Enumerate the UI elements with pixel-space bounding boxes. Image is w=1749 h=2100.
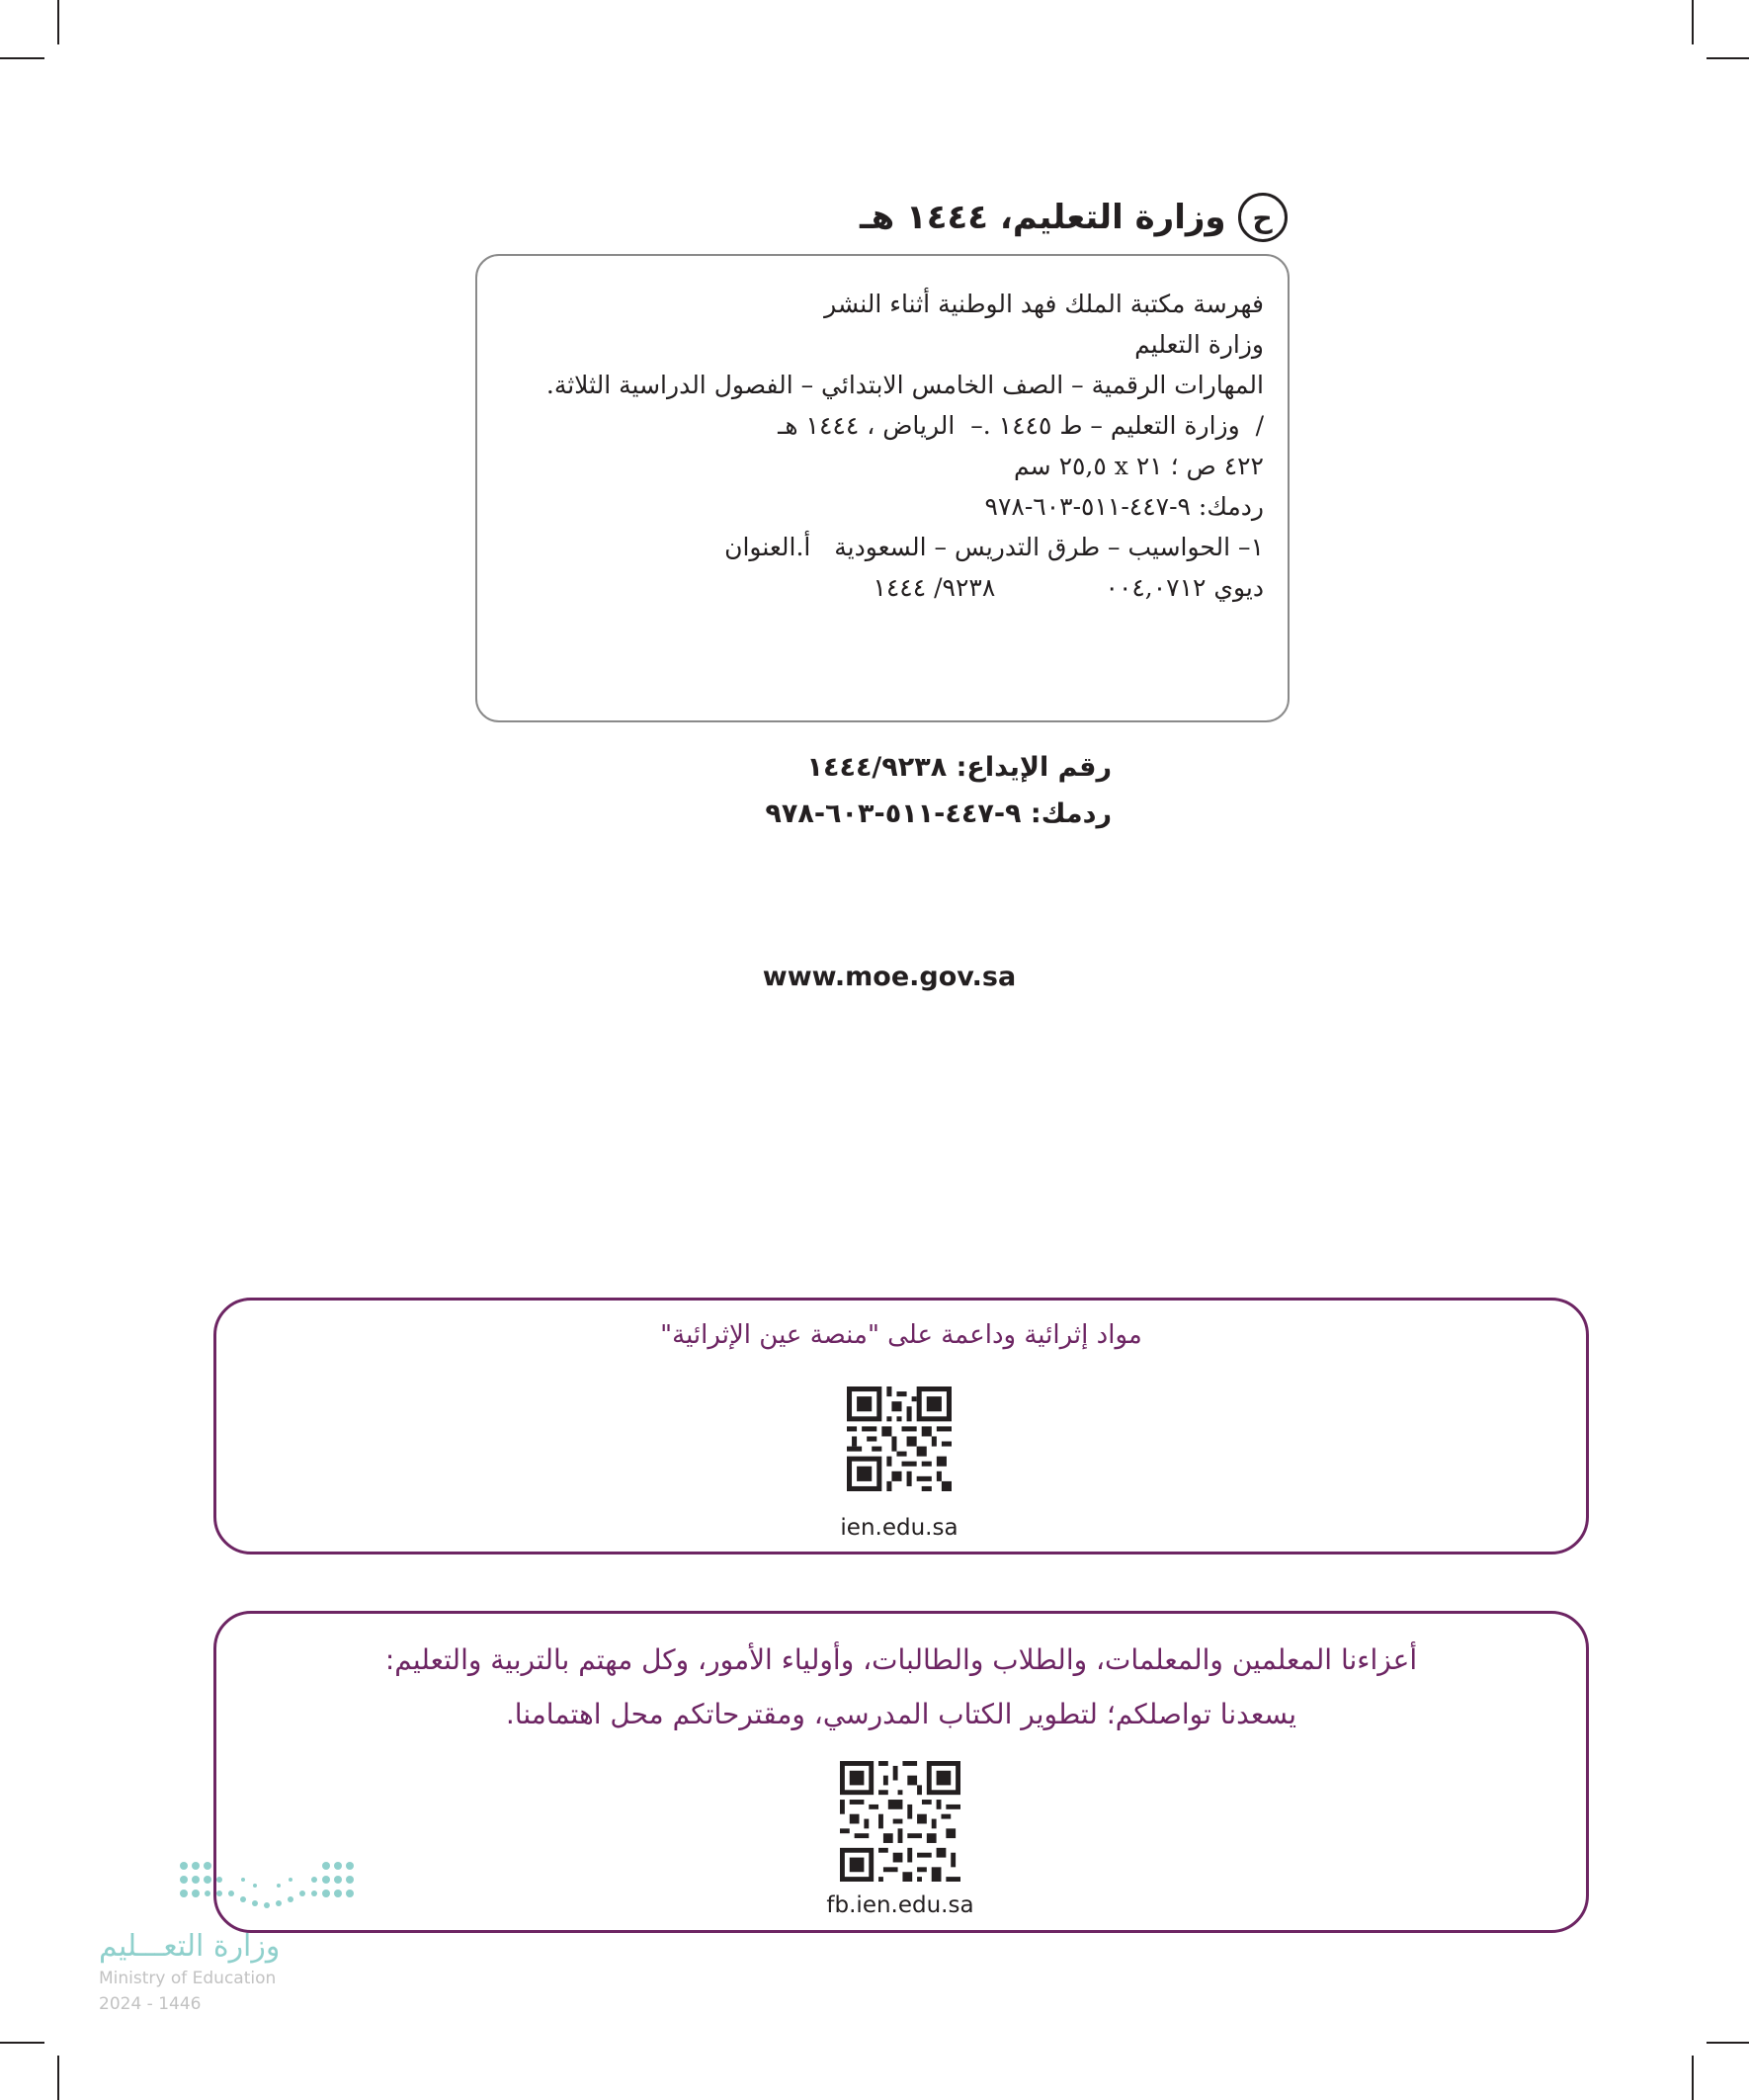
catalog-lines xyxy=(546,284,1264,608)
feedback-line-2: يسعدنا تواصلكم؛ لتطوير الكتاب المدرسي، ومقترحاتكم محل اهتمامنا. xyxy=(505,1698,1297,1730)
ministry-logo xyxy=(89,1858,366,2016)
ien-qr-code[interactable] xyxy=(847,1386,952,1491)
crop-mark xyxy=(1692,0,1694,44)
catalog-record-box xyxy=(475,254,1290,722)
logo-english: Ministry of Education xyxy=(99,1969,277,1988)
catalog-line: وزارة التعليم xyxy=(1134,330,1264,359)
catalog-line: فهرسة مكتبة الملك فهد الوطنية أثناء النشر xyxy=(824,290,1264,318)
crop-mark xyxy=(57,2056,59,2100)
crop-mark xyxy=(0,57,44,59)
logo-year: 2024 - 1446 xyxy=(99,1994,202,2014)
crop-mark xyxy=(1707,57,1749,59)
logo-arabic: وزارة التعـــليم xyxy=(99,1929,281,1964)
crop-mark xyxy=(0,2042,44,2044)
deposit-number: رقم الإيداع: ١٤٤٤/٩٢٣٨ xyxy=(806,752,1112,783)
catalog-line: / وزارة التعليم – ط ١٤٤٥ .– الرياض ، ١٤٤٤ هـ xyxy=(778,411,1264,440)
copyright-symbol: ح xyxy=(1238,193,1288,242)
crop-mark xyxy=(57,0,59,44)
catalog-line: ديوي ٠٠٤,٠٧١٢ ٩٢٣٨/ ١٤٤٤ xyxy=(873,573,1264,602)
catalog-line: ردمك: ٩-٤٤٧-٥١١-٦٠٣-٩٧٨ xyxy=(984,492,1264,521)
catalog-line: ١– الحواسيب – طرق التدريس – السعودية أ.العنوان xyxy=(724,533,1264,561)
ien-description: مواد إثرائية وداعمة على "منصة عين الإثرائية" xyxy=(660,1320,1142,1350)
ien-url[interactable]: ien.edu.sa xyxy=(840,1515,958,1541)
copyright-header xyxy=(860,188,1294,247)
feedback-line-1: أعزاءنا المعلمين والمعلمات، والطلاب والطالبات، وأولياء الأمور، وكل مهتم بالتربية والتعليم: xyxy=(384,1643,1418,1676)
catalog-line: ٤٢٢ ص ؛ ٢١ x ٢٥,٥ سم xyxy=(1014,452,1264,480)
feedback-url[interactable]: fb.ien.edu.sa xyxy=(826,1892,974,1918)
catalog-line: المهارات الرقمية – الصف الخامس الابتدائي – الفصول الدراسية الثلاثة. xyxy=(545,371,1264,399)
website-link[interactable]: www.moe.gov.sa xyxy=(762,962,1017,992)
logo-dots-icon xyxy=(178,1858,366,1927)
crop-mark xyxy=(1707,2042,1749,2044)
copyright-text: وزارة التعليم، ١٤٤٤ هـ xyxy=(860,198,1226,237)
feedback-qr-code[interactable] xyxy=(840,1761,960,1882)
crop-mark xyxy=(1692,2056,1694,2100)
isbn-number: ردمك: ٩-٤٤٧-٥١١-٦٠٣-٩٧٨ xyxy=(765,798,1112,829)
